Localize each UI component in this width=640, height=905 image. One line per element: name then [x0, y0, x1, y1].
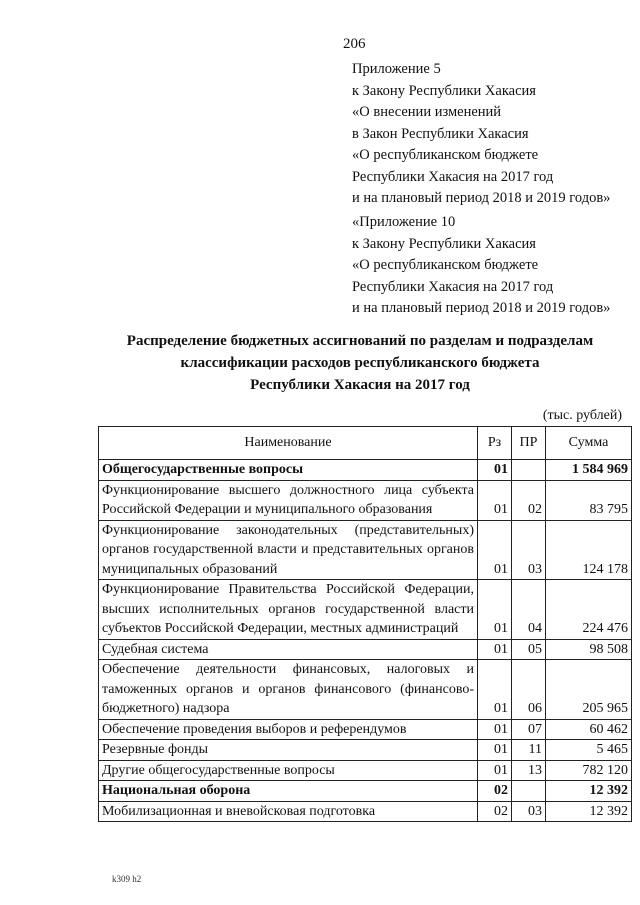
cell-name: Обеспечение проведения выборов и референдумов	[99, 719, 478, 740]
table-section-row	[99, 460, 632, 481]
cell-rz: 01	[478, 480, 512, 520]
header-rz: Рз	[478, 427, 512, 460]
cell-pr: 13	[512, 760, 546, 781]
cell-rz: 02	[478, 781, 512, 802]
cell-pr: 02	[512, 480, 546, 520]
cell-sum: 205 965	[546, 660, 632, 720]
annex-header-line: «О внесении изменений	[352, 104, 502, 120]
cell-rz: 01	[478, 719, 512, 740]
cell-pr: 06	[512, 660, 546, 720]
cell-rz: 01	[478, 520, 512, 580]
cell-sum: 5 465	[546, 740, 632, 761]
annex-header-line: Приложение 5	[352, 61, 441, 77]
header-name: Наименование	[99, 427, 478, 460]
cell-sum: 12 392	[546, 781, 632, 802]
cell-pr: 03	[512, 520, 546, 580]
cell-name: Общегосударственные вопросы	[99, 460, 478, 481]
units-label: (тыс. рублей)	[542, 408, 622, 423]
cell-name: Обеспечение деятельности финансовых, налоговых и таможенных органов и органов финансового (финансово-бюджетного) надзора	[99, 660, 478, 720]
table-row	[99, 639, 632, 660]
annex-original-line: «Приложение 10	[352, 214, 456, 230]
table-row	[99, 719, 632, 740]
cell-pr	[512, 460, 546, 481]
annex-header-line: и на плановый период 2018 и 2019 годов»	[352, 190, 611, 206]
table-body	[99, 460, 632, 822]
annex-header-line: «О республиканском бюджете	[352, 147, 539, 163]
document-title	[80, 330, 640, 396]
cell-rz: 02	[478, 801, 512, 822]
cell-name: Резервные фонды	[99, 740, 478, 761]
cell-rz: 01	[478, 460, 512, 481]
cell-pr: 03	[512, 801, 546, 822]
header-sum: Сумма	[546, 427, 632, 460]
cell-sum: 124 178	[546, 520, 632, 580]
cell-sum: 782 120	[546, 760, 632, 781]
document-title-line: Распределение бюджетных ассигнований по разделам и подразделам	[126, 333, 594, 349]
cell-name: Другие общегосударственные вопросы	[99, 760, 478, 781]
cell-sum: 98 508	[546, 639, 632, 660]
cell-sum: 60 462	[546, 719, 632, 740]
cell-name: Функционирование Правительства Российской Федерации, высших исполнительных органов государственной власти субъектов Российской Федерации, местных администраций	[99, 580, 478, 640]
table-row	[99, 740, 632, 761]
cell-rz: 01	[478, 760, 512, 781]
page-number: 206	[343, 36, 366, 52]
document-title-line: классификации расходов республиканского бюджета	[180, 355, 540, 371]
document-title-line: Республики Хакасия на 2017 год	[250, 377, 470, 393]
table-section-row	[99, 781, 632, 802]
cell-sum: 12 392	[546, 801, 632, 822]
cell-sum: 83 795	[546, 480, 632, 520]
cell-rz: 01	[478, 660, 512, 720]
annex-original-line: Республики Хакасия на 2017 год	[352, 278, 554, 295]
annex-original-line: и на плановый период 2018 и 2019 годов»	[352, 300, 611, 316]
cell-name: Мобилизационная и вневойсковая подготовка	[99, 801, 478, 822]
cell-name: Судебная система	[99, 639, 478, 660]
annex-original	[352, 212, 610, 320]
table-row	[99, 480, 632, 520]
table-row	[99, 520, 632, 580]
cell-rz: 01	[478, 639, 512, 660]
cell-sum: 1 584 969	[546, 460, 632, 481]
annex-original-line: к Закону Республики Хакасия	[352, 235, 536, 252]
cell-rz: 01	[478, 740, 512, 761]
table-row	[99, 580, 632, 640]
annex-header-line: в Закон Республики Хакасия	[352, 125, 529, 142]
cell-pr: 04	[512, 580, 546, 640]
cell-sum: 224 476	[546, 580, 632, 640]
annex-header-line: к Закону Республики Хакасия	[352, 82, 536, 99]
header-pr: ПР	[512, 427, 546, 460]
cell-rz: 01	[478, 580, 512, 640]
table-row	[99, 801, 632, 822]
footer-code: k309 h2	[112, 874, 142, 884]
table-row	[99, 760, 632, 781]
budget-table	[98, 426, 632, 822]
cell-pr	[512, 781, 546, 802]
cell-pr: 05	[512, 639, 546, 660]
cell-pr: 11	[512, 740, 546, 761]
annex-original-line: «О республиканском бюджете	[352, 257, 539, 273]
cell-name: Национальная оборона	[99, 781, 478, 802]
table-header-row	[99, 427, 632, 460]
cell-name: Функционирование высшего должностного лица субъекта Российской Федерации и муниципального образования	[99, 480, 478, 520]
cell-name: Функционирование законодательных (представительных) органов государственной власти и представительных органов муниципальных образований	[99, 520, 478, 580]
table-row	[99, 660, 632, 720]
cell-pr: 07	[512, 719, 546, 740]
annex-header	[352, 59, 610, 210]
annex-header-line: Республики Хакасия на 2017 год	[352, 168, 554, 185]
